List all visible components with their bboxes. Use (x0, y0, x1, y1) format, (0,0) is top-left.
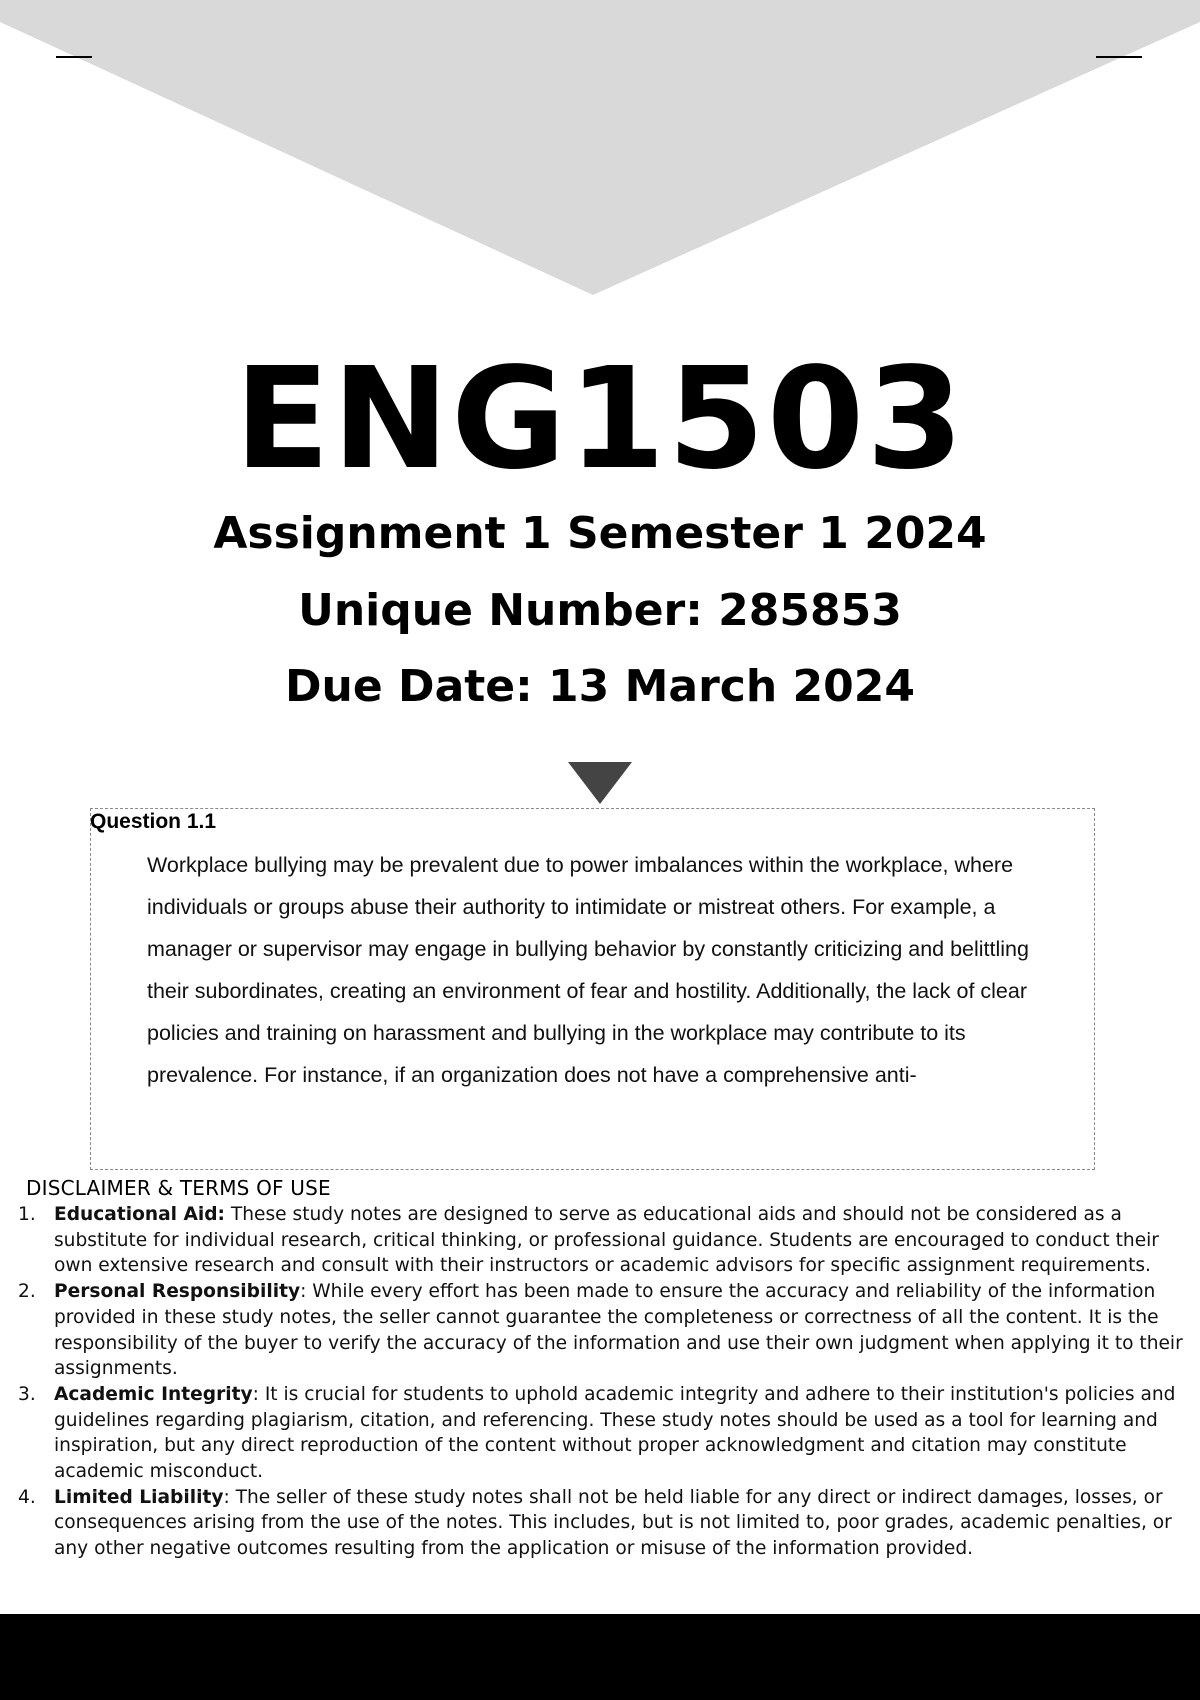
disclaimer-item-title: Personal Responsibility (54, 1281, 301, 1303)
disclaimer-item-number: 1. (18, 1204, 36, 1225)
disclaimer-item (0, 1202, 1200, 1279)
disclaimer-item-number: 3. (18, 1383, 36, 1405)
due-date-line: Due Date: 13 March 2024 (285, 661, 915, 712)
question-body-text: Workplace bullying may be prevalent due to power imbalances within the workplace, where individuals or groups abuse their authority to intimidate or mistreat others. For example, a manager or supervisor may engage in bullying behavior by constantly criticizing and belittling their subordinates, creating an environment of fear and hostility. Additionally, the lack of clear policies and training on harassment and bullying in the workplace may contribute to its prevalence. For instance, if an organization does not have a comprehensive anti- (147, 853, 1029, 1087)
footer-bar (0, 1614, 1200, 1700)
corner-line-left (56, 56, 92, 58)
disclaimer-item-text: : It is crucial for students to uphold academic integrity and adhere to their institution's policies and guidelines regarding plagiarism, citation, and referencing. These study notes should be used as a tool for learning and inspiration, but any direct reproduction of the content without proper acknowledgment and citation may constitute academic misconduct. (54, 1383, 1176, 1483)
question-heading: Question 1.1 (90, 810, 217, 833)
disclaimer-item-title: Limited Liability (54, 1486, 224, 1508)
course-code-title: ENG1503 (234, 338, 966, 501)
disclaimer-item (0, 1485, 1200, 1562)
disclaimer-list (0, 1202, 1200, 1562)
decorative-chevron (0, 0, 1200, 300)
disclaimer-item (0, 1382, 1200, 1485)
disclaimer-item-number: 4. (18, 1486, 36, 1508)
unique-number-line: Unique Number: 285853 (298, 585, 902, 636)
disclaimer-item (0, 1279, 1200, 1382)
corner-line-right (1096, 56, 1142, 58)
assignment-line: Assignment 1 Semester 1 2024 (213, 508, 987, 559)
disclaimer-heading: DISCLAIMER & TERMS OF USE (26, 1176, 331, 1200)
disclaimer-item-title: Academic Integrity (54, 1383, 253, 1405)
disclaimer-item-text: : While every effort has been made to ensure the accuracy and reliability of the information provided in these study notes, the seller cannot guarantee the completeness or correctness of all the content. It is the responsibility of the buyer to verify the accuracy of the information and use their own judgment when applying it to their assignments. (54, 1281, 1183, 1380)
disclaimer-item-number: 2. (18, 1281, 36, 1303)
disclaimer-item-text: These study notes are designed to serve as educational aids and should not be considered as a substitute for individual research, critical thinking, or professional guidance. Students are encouraged to conduct their own extensive research and consult with their instructors or academic advisors for specific assignment requirements. (54, 1204, 1159, 1277)
disclaimer-item-text: : The seller of these study notes shall not be held liable for any direct or indirect damages, losses, or consequences arising from the use of the notes. This includes, but is not limited to, poor grades, academic penalties, or any other negative outcomes resulting from the application or misuse of the information provided. (54, 1486, 1172, 1560)
disclaimer-item-title: Educational Aid: (54, 1204, 225, 1225)
down-triangle-icon (568, 762, 632, 804)
